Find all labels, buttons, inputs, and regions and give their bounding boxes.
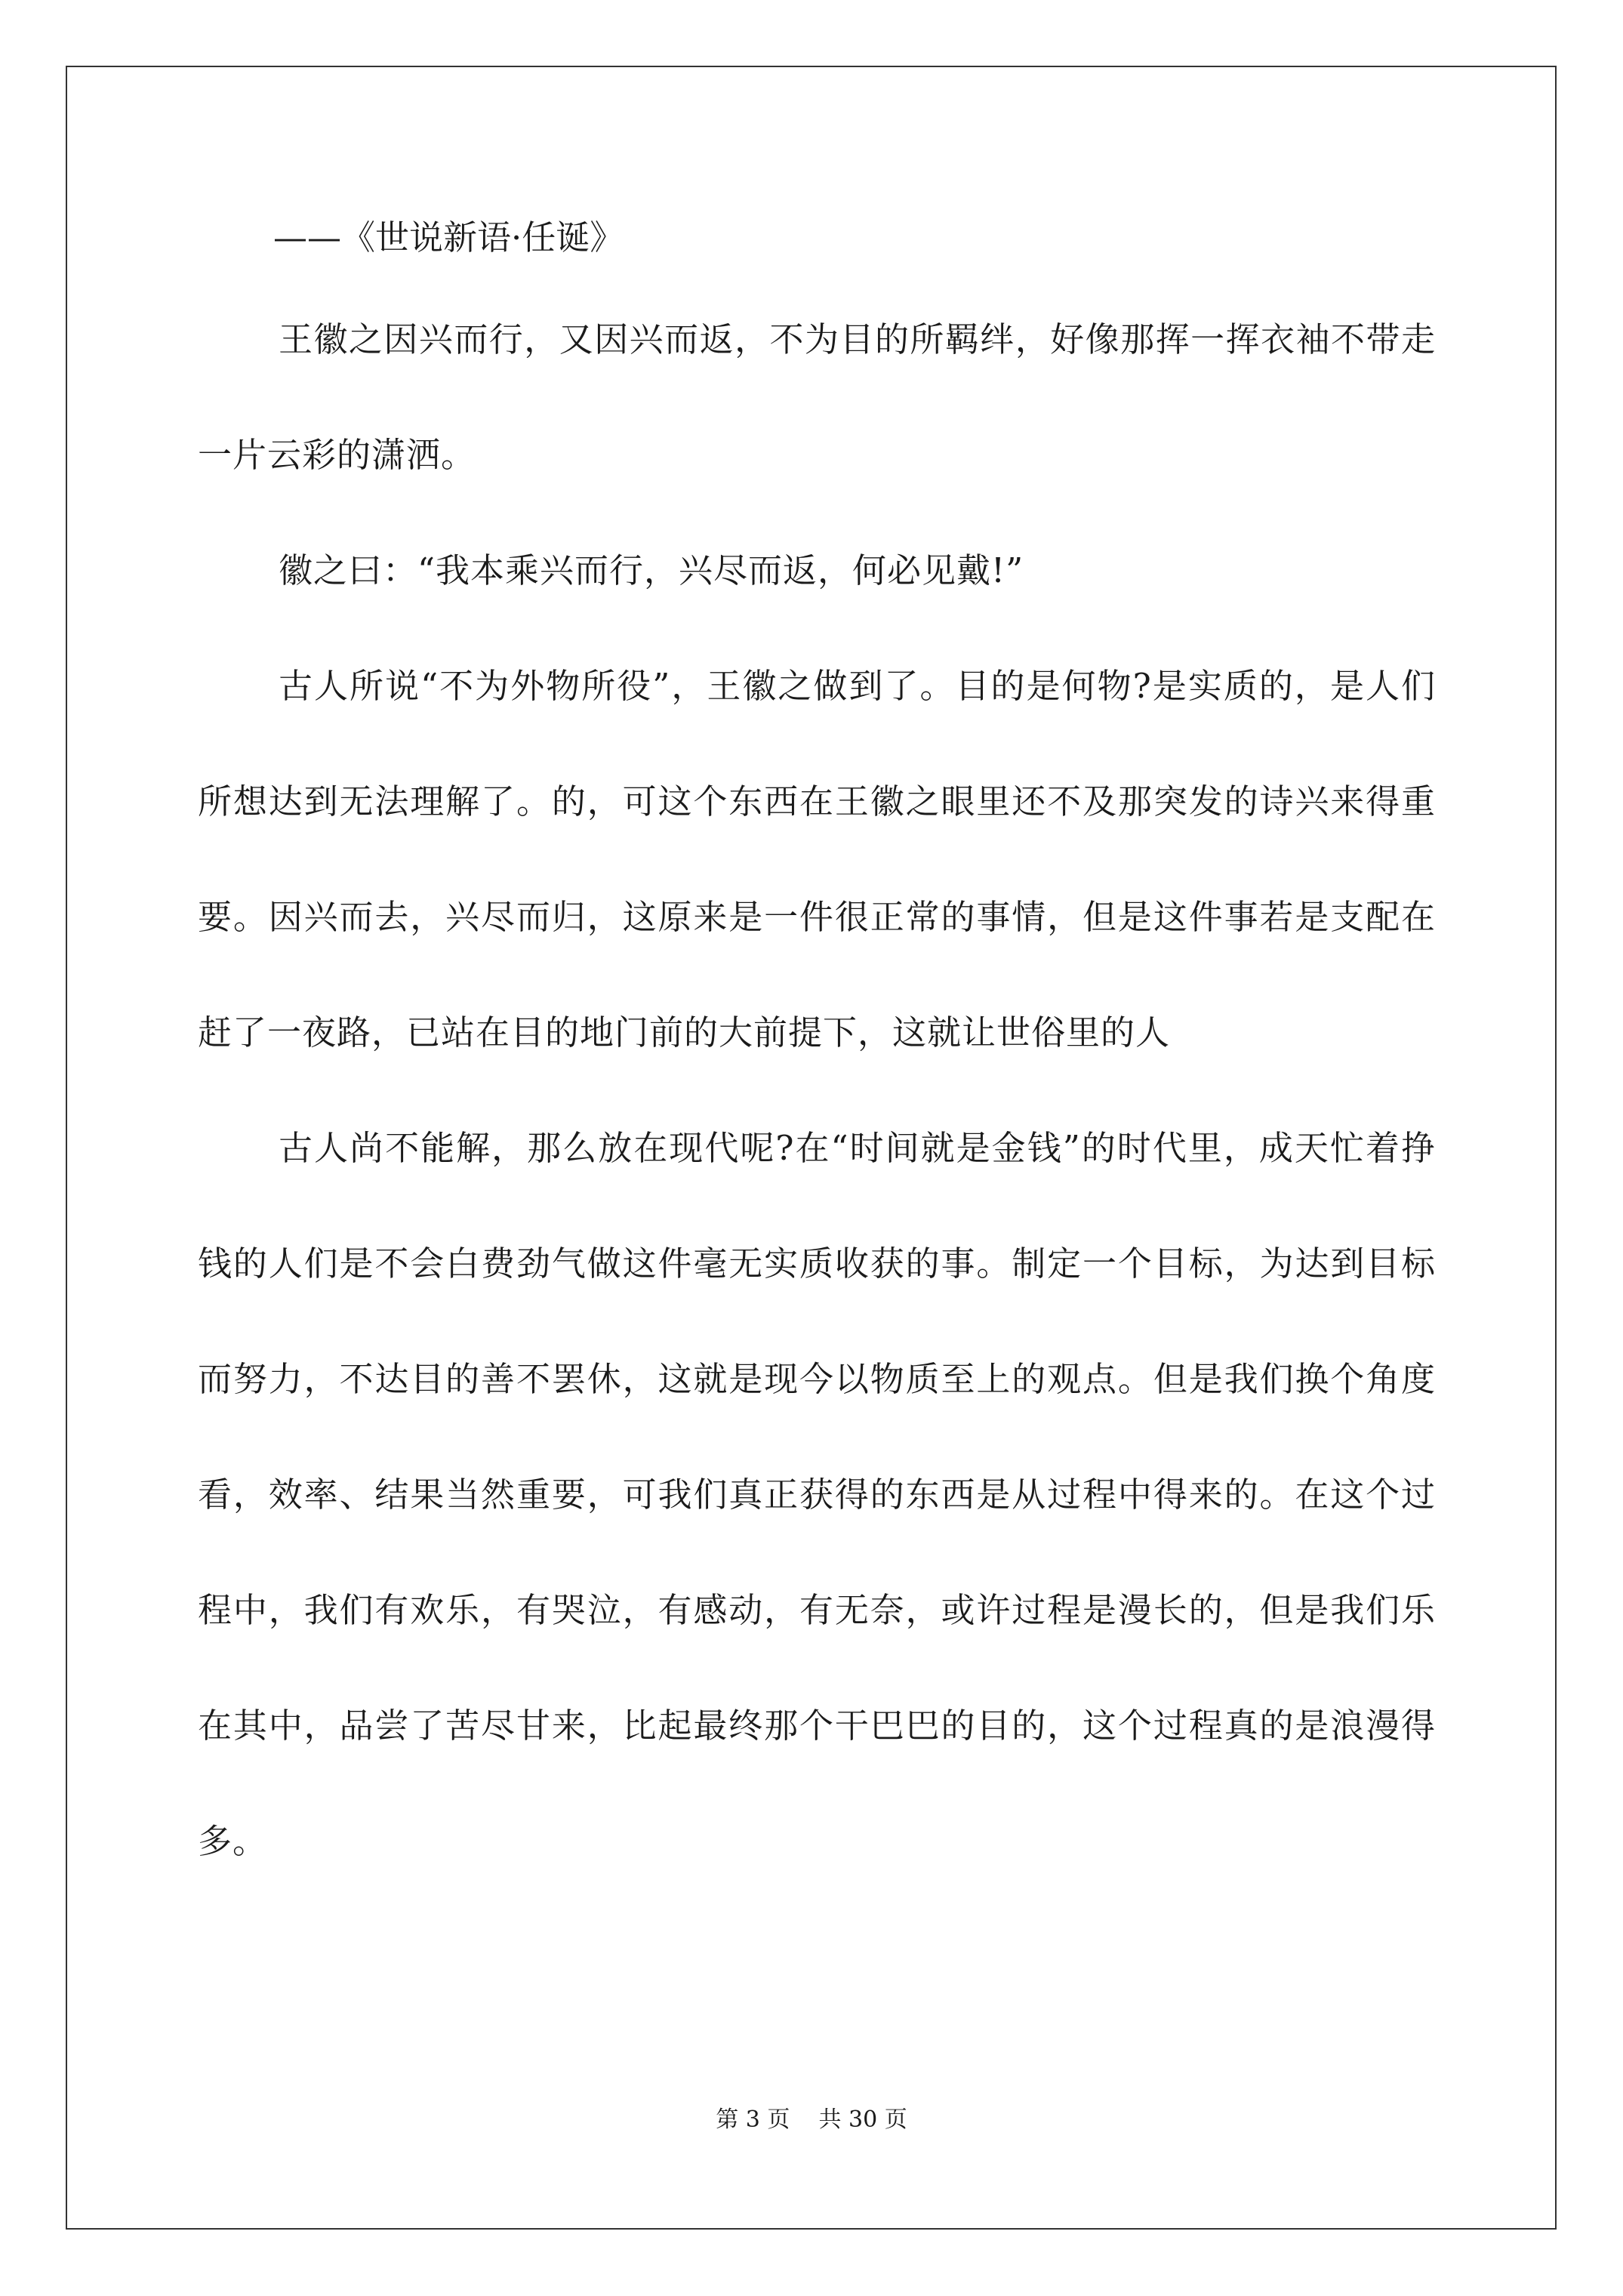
paragraph-3: 古人所说“不为外物所役”，王徽之做到了。目的是何物?是实质的，是人们所想达到无法理解了。的，可这个东西在王徽之眼里还不及那突发的诗兴来得重要。因兴而去，兴尽而归，这原来是一件很正常的事情，但是这件事若是支配在赶了一夜路，已站在目的地门前的大前提下，这就让世俗里的人	[198, 666, 1436, 1052]
document-body	[198, 200, 1436, 1899]
paragraph-1: 王徽之因兴而行，又因兴而返，不为目的所羁绊，好像那挥一挥衣袖不带走一片云彩的潇洒。	[198, 319, 1436, 475]
paragraph-4: 古人尚不能解，那么放在现代呢?在“时间就是金钱”的时代里，成天忙着挣钱的人们是不会白费劲气做这件毫无实质收获的事。制定一个目标，为达到目标而努力，不达目的善不罢休，这就是现今以物质至上的观点。但是我们换个角度看，效率、结果当然重要，可我们真正获得的东西是从过程中得来的。在这个过程中，我们有欢乐，有哭泣，有感动，有无奈，或许过程是漫长的，但是我们乐在其中，品尝了苦尽甘来，比起最终那个干巴巴的目的，这个过程真的是浪漫得多。	[198, 1128, 1436, 1861]
paragraph-2: 徽之曰：“我本乘兴而行，兴尽而返，何必见戴!”	[279, 550, 1024, 590]
page-number-footer: 第 3 页 共 30 页	[716, 2106, 907, 2133]
source-attribution: ——《世说新语·任诞》	[273, 217, 624, 257]
